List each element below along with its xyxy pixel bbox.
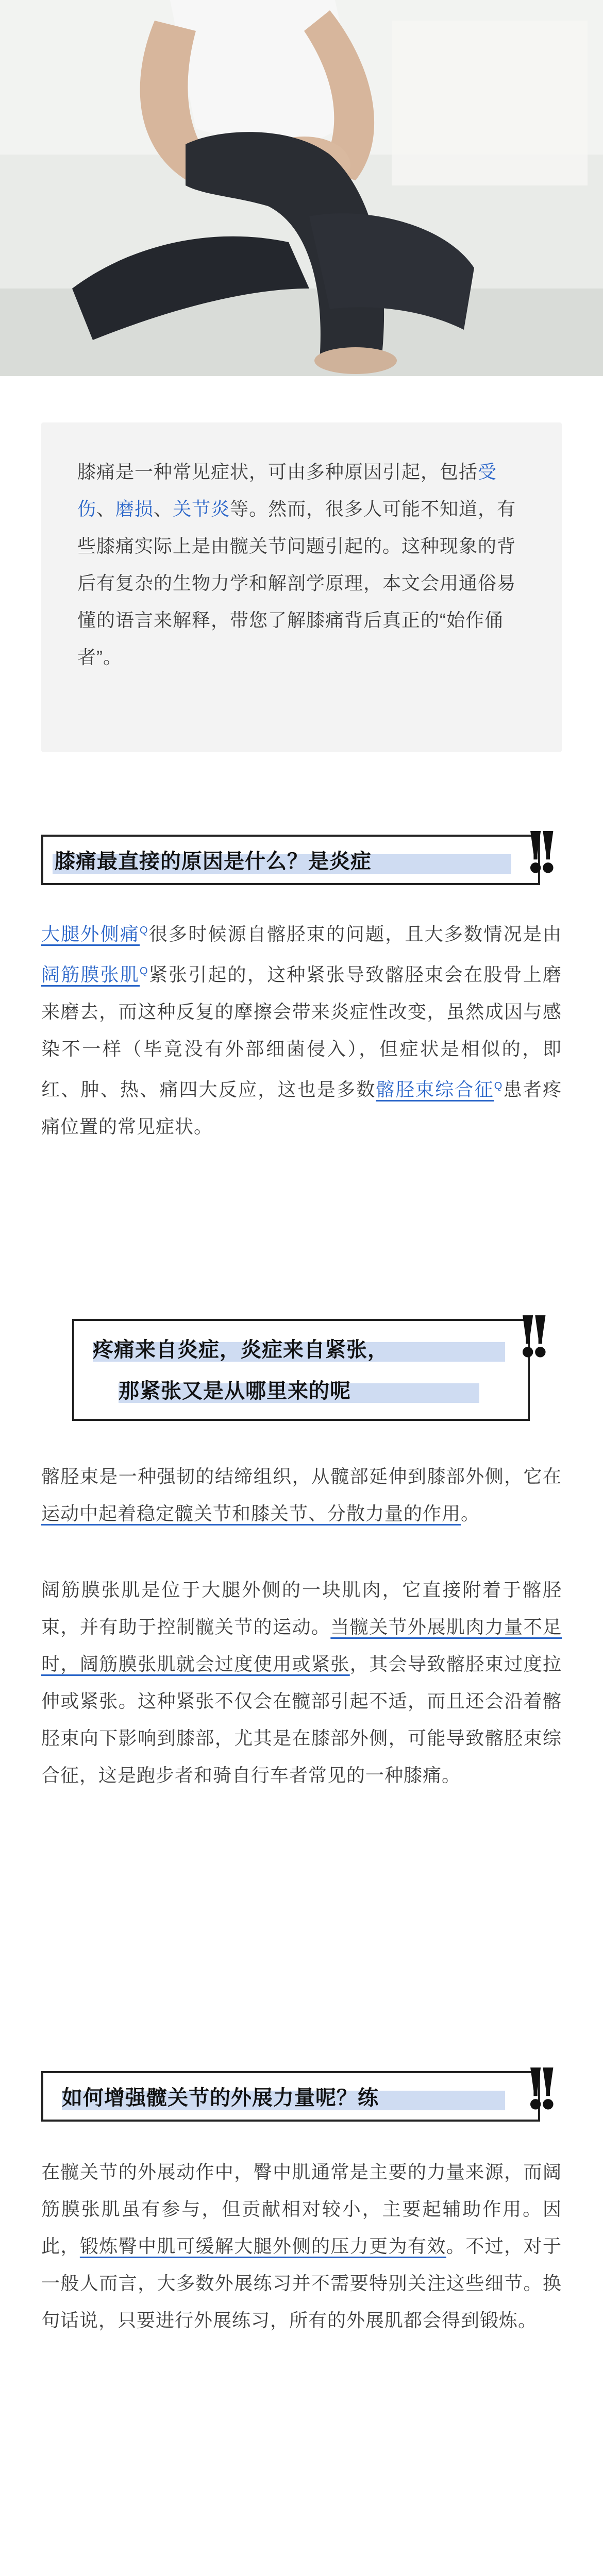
knee-pain-photo-illustration	[0, 0, 603, 376]
section2-emphasis: 当髋关节外展肌肉力量不足时，阔筋膜张肌就会过度使用或紧张	[41, 1616, 562, 1674]
section1-text: 很多时候源自髂胫束的问题，且大多数情况是由	[148, 923, 562, 944]
link-injury[interactable]: 受伤	[77, 461, 497, 519]
intro-paragraph	[77, 453, 526, 676]
section3-heading	[41, 2056, 562, 2128]
section3-paragraph	[41, 2154, 562, 2339]
link-outer-thigh-pain[interactable]: 大腿外侧痛	[41, 923, 140, 944]
hero-photo	[0, 0, 603, 376]
section2-title-line2: 那紧张又是从哪里来的呢	[119, 1380, 351, 1402]
intro-separator: 、	[96, 498, 116, 519]
section2-text: 阔筋膜张肌是位于大腿外侧的一块肌肉，它直接附着于髂胫束，并有助于控制髋关节的运动。	[41, 1579, 562, 1637]
section3-text: 。不过，对于一般人而言，大多数外展练习并不需要特别关注这些细节。换句话说，只要进行外展练习，所有的外展肌都会得到锻炼。	[41, 2235, 562, 2331]
link-arthritis[interactable]: 关节炎	[173, 498, 230, 519]
section3-text: 在髋关节的外展动作中，臀中肌通常是主要的力量来源，而阔筋膜张肌虽有参与，但贡献相对较小，主要起辅助作用。因此，	[41, 2161, 562, 2257]
section3-emphasis: 锻炼臀中肌可缓解大腿外侧的压力更为有效	[79, 2235, 446, 2257]
section2-paragraph1	[41, 1458, 562, 1532]
section1-paragraph	[41, 912, 562, 1145]
exclamation-icon: !!	[523, 2056, 548, 2122]
search-icon[interactable]: Q	[494, 1080, 503, 1092]
section1-text: 患者疼痛位置的常见症状。	[41, 1079, 562, 1137]
intro-separator: 、	[154, 498, 173, 519]
search-icon[interactable]: Q	[140, 965, 148, 977]
exclamation-icon: !!	[523, 819, 548, 886]
intro-text-end: 等。然而，很多人可能不知道，有些膝痛实际上是由髋关节问题引起的。这种现象的背后有复杂的生物力学和解剖学原理，本文会用通俗易懂的语言来解释，带您了解膝痛背后真正的“始作俑者”。	[77, 498, 516, 668]
search-icon[interactable]: Q	[140, 925, 148, 936]
intro-box	[41, 422, 562, 752]
intro-text-start: 膝痛是一种常见症状，可由多种原因引起，包括	[77, 461, 478, 482]
link-it-band-syndrome[interactable]: 髂胫束综合征	[376, 1079, 494, 1100]
section3-title: 如何增强髋关节的外展力量呢？练	[62, 2087, 379, 2109]
section1-title: 膝痛最直接的原因是什么？是炎症	[55, 850, 372, 873]
section2-text: 髂胫束是一种强韧的结缔组织，从髋部延伸到膝部外侧，它在	[41, 1466, 562, 1487]
section1-heading	[41, 819, 562, 891]
section2-title-line1: 疼痛来自炎症，炎症来自紧张，	[93, 1338, 389, 1361]
section2-text: ，其会导致髂胫束过度拉伸或紧张。这种紧张不仅会在髋部引起不适，而且还会沿着髂胫束向下影响到膝部，尤其是在膝部外侧，可能导致髂胫束综合征，这是跑步者和骑自行车者常见的一种膝痛。	[41, 1653, 562, 1786]
section2-heading	[41, 1303, 562, 1427]
link-tensor-fasciae-latae[interactable]: 阔筋膜张肌	[41, 964, 140, 985]
section2-paragraph2	[41, 1571, 562, 1794]
exclamation-icon: !!	[515, 1303, 541, 1370]
section2-emphasis: 运动中起着稳定髋关节和膝关节、分散力量的作用	[41, 1503, 461, 1524]
section1-text: 紧张引起的，这种紧张导致髂胫束会在股骨上磨来磨去，而这种反复的摩擦会带来炎症性改变，虽然成因与感染不一样（毕竟没有外部细菌侵入），但症状是相似的，即红、肿、热、痛四大反应，这也是多数	[41, 964, 562, 1100]
link-wear[interactable]: 磨损	[115, 498, 154, 519]
section2-text: 。	[461, 1503, 480, 1524]
